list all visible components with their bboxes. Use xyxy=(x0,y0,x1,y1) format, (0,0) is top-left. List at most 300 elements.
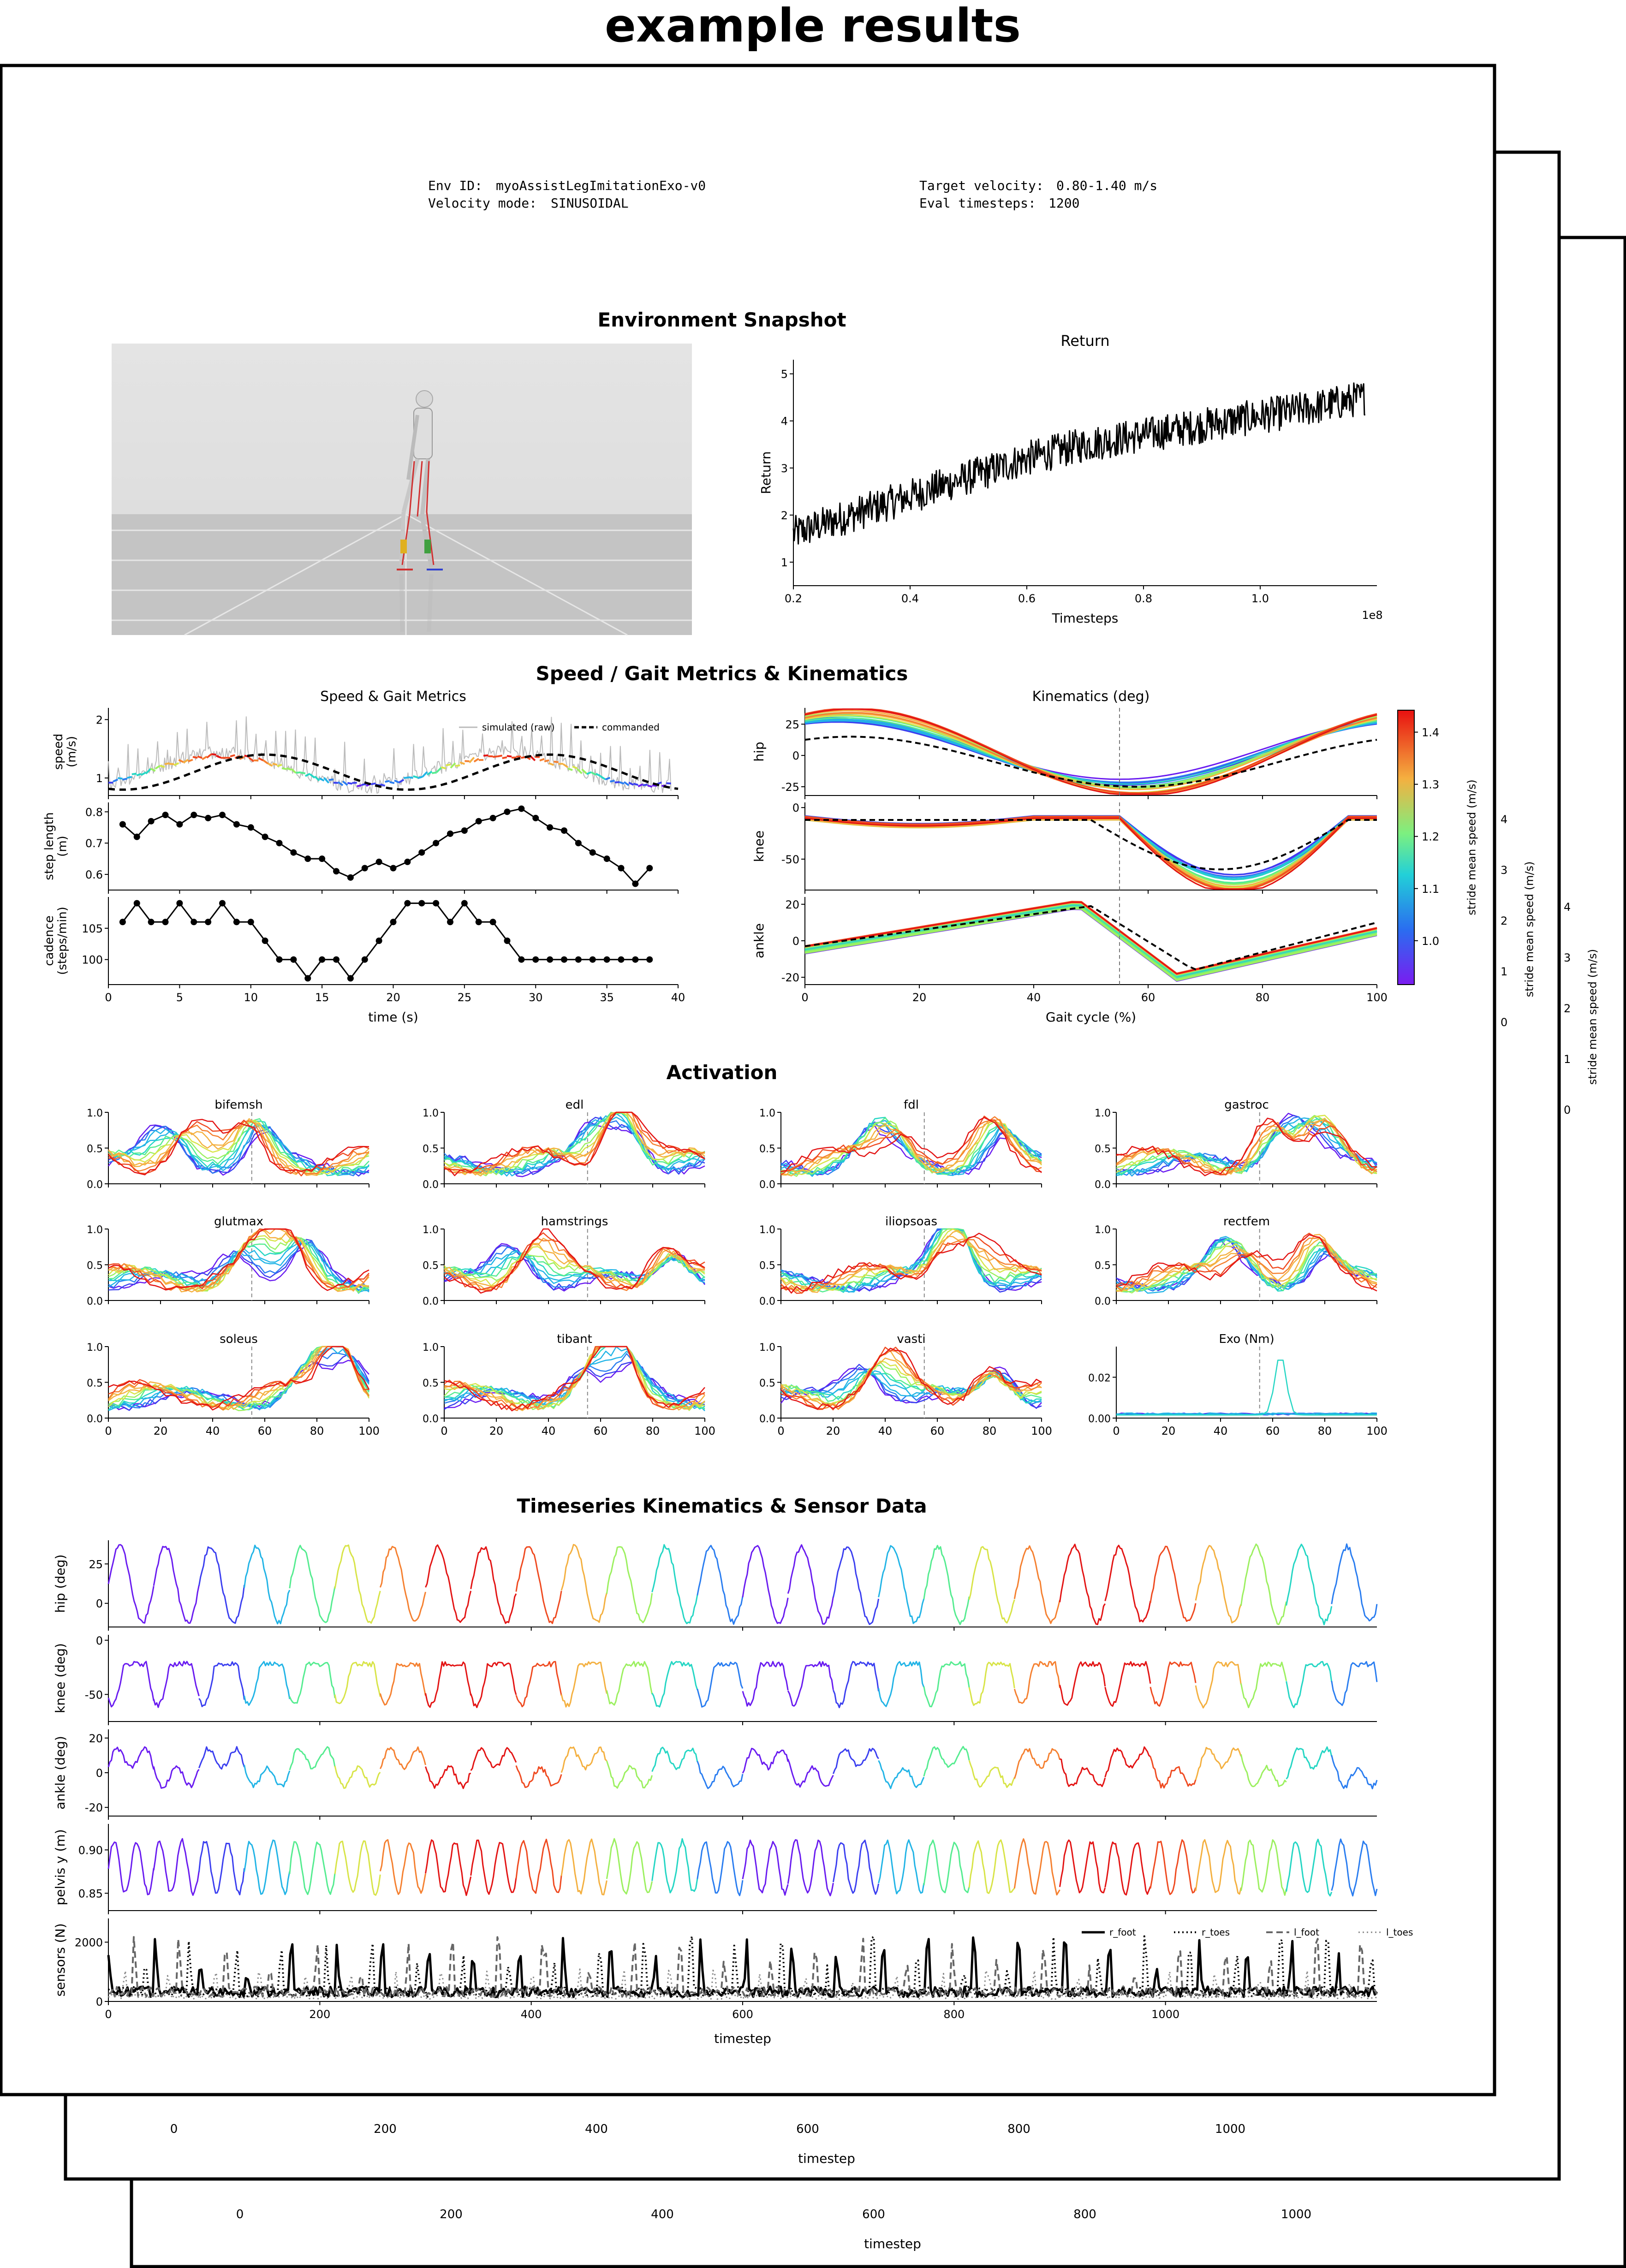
y-axis-label xyxy=(758,451,774,494)
axis-label-line: step length xyxy=(42,812,56,880)
step-length-point xyxy=(518,806,524,812)
axis-label-line: hip (deg) xyxy=(52,1554,68,1613)
x-tick-label: 100 xyxy=(694,1425,715,1437)
speed-segment xyxy=(273,764,277,765)
speed-segment xyxy=(455,765,460,766)
panel-title: rectfem xyxy=(1223,1215,1270,1229)
cadence-point xyxy=(119,919,126,925)
speed-segment xyxy=(329,779,334,780)
x-tick-label: 35 xyxy=(600,991,614,1004)
cadence-point xyxy=(219,900,226,907)
axis-label-line: stride mean speed (m/s) xyxy=(1465,779,1478,915)
y-tick-label: 0.7 xyxy=(85,837,103,850)
y-tick-label: 0.5 xyxy=(423,1377,439,1389)
legend-label: l_foot xyxy=(1294,1927,1319,1938)
cadence-point xyxy=(532,956,539,963)
speed-segment xyxy=(193,757,197,758)
y-tick-label: 100 xyxy=(82,953,103,967)
back-cbar-tick: 3 xyxy=(1501,864,1508,877)
step-length-point xyxy=(176,821,183,828)
back-cbar-tick: 0 xyxy=(1564,1104,1571,1116)
speed-segment xyxy=(446,765,451,766)
speed-segment xyxy=(554,761,558,762)
environment-snapshot-image xyxy=(112,344,692,635)
speed-segment xyxy=(483,755,488,756)
back-x-tick-label: 600 xyxy=(796,2122,819,2136)
back-cbar-tick: 0 xyxy=(1501,1016,1508,1029)
y-tick-label: 0.5 xyxy=(423,1143,439,1155)
x-tick-label: 0 xyxy=(1113,1425,1120,1437)
speed-segment xyxy=(385,781,390,782)
x-tick-label: 0 xyxy=(441,1425,448,1437)
x-tick-label: 40 xyxy=(1213,1425,1228,1437)
x-tick-label: 200 xyxy=(309,2008,331,2021)
cadence-point xyxy=(233,919,240,925)
back-cbar-tick: 2 xyxy=(1501,914,1508,927)
colorbar-tick-label: 1.2 xyxy=(1422,830,1440,843)
x-tick-label: 600 xyxy=(732,2008,753,2021)
speed-segment xyxy=(502,757,507,758)
x-tick-label: 40 xyxy=(541,1425,556,1437)
panel-title: glutmax xyxy=(214,1215,264,1229)
velocity-mode-label: Velocity mode: xyxy=(428,196,537,211)
cadence-point xyxy=(561,956,567,963)
y-tick-label: 0.5 xyxy=(1095,1143,1111,1155)
cadence-point xyxy=(362,956,368,963)
step-length-point xyxy=(362,865,368,872)
x-tick-label: 0 xyxy=(777,1425,785,1437)
y-tick-label: 1.0 xyxy=(759,1108,775,1119)
x-tick-label: 0.6 xyxy=(1018,592,1036,605)
y-tick-label: 1 xyxy=(95,772,103,785)
x-tick-label: 10 xyxy=(244,991,258,1004)
x-tick-label: 0 xyxy=(105,1425,112,1437)
timeseries-y-label xyxy=(53,1555,68,1613)
back-x-tick-label: 1000 xyxy=(1281,2208,1312,2221)
y-tick-label: 0 xyxy=(792,802,799,815)
cadence-point xyxy=(176,900,183,907)
cadence-point xyxy=(205,919,211,925)
x-tick-label: 1000 xyxy=(1151,2008,1180,2021)
y-tick-label: 1.0 xyxy=(423,1108,439,1119)
axis-label-line: speed xyxy=(51,733,66,770)
back-x-tick-label: 0 xyxy=(170,2122,178,2136)
speed-segment xyxy=(633,784,638,785)
speed-segment xyxy=(362,784,366,785)
x-tick-label: 0.4 xyxy=(901,592,919,605)
y-tick-label: 0.0 xyxy=(423,1179,439,1191)
env-id-label: Env ID: xyxy=(428,178,483,193)
step-length-point xyxy=(290,849,297,856)
x-tick-label: 40 xyxy=(205,1425,220,1437)
back-cbar-tick: 1 xyxy=(1501,965,1508,978)
step-length-point xyxy=(461,827,468,834)
cadence-point xyxy=(304,975,311,981)
legend-label: r_toes xyxy=(1202,1927,1230,1938)
cadence-point xyxy=(390,919,397,925)
y-tick-label: 1.0 xyxy=(87,1108,103,1119)
back-cbar-label xyxy=(1523,861,1536,997)
step-length-point xyxy=(547,824,553,831)
x-tick-label: 60 xyxy=(1265,1425,1280,1437)
y-tick-label: 0 xyxy=(792,935,799,948)
step-length-point xyxy=(404,859,411,865)
y-tick-label: 0.8 xyxy=(85,806,103,819)
velocity-mode-value: SINUSOIDAL xyxy=(551,196,629,211)
y-tick-label: 0.5 xyxy=(1095,1260,1111,1272)
x-tick-label: 20 xyxy=(386,991,400,1004)
y-tick-label: 0.0 xyxy=(1095,1179,1111,1191)
y-tick-label: 1.0 xyxy=(87,1224,103,1236)
cadence-y-label xyxy=(42,907,70,975)
cadence-point xyxy=(404,900,411,907)
y-tick-label: 0 xyxy=(95,1597,103,1610)
speed-segment xyxy=(122,779,127,780)
cadence-point xyxy=(248,919,254,925)
y-tick-label: 0.85 xyxy=(78,1887,103,1900)
x-tick-label: 100 xyxy=(1366,1425,1388,1437)
y-tick-label: 1 xyxy=(780,556,788,569)
x-tick-label: 30 xyxy=(528,991,543,1004)
cadence-point xyxy=(290,956,297,963)
x-tick-label: 80 xyxy=(645,1425,660,1437)
y-tick-label: 0 xyxy=(95,1995,103,2008)
y-tick-label: 0.0 xyxy=(87,1296,103,1307)
cadence-point xyxy=(134,900,140,907)
back-x-tick-label: 1000 xyxy=(1215,2122,1246,2136)
y-tick-label: 0.0 xyxy=(423,1296,439,1307)
target-velocity-label: Target velocity: xyxy=(919,178,1044,193)
cadence-point xyxy=(490,919,496,925)
speed-segment xyxy=(666,783,671,784)
y-tick-label: 0 xyxy=(792,749,799,763)
x-offset-label: 1e8 xyxy=(1362,609,1383,622)
y-tick-label: 1.0 xyxy=(87,1342,103,1354)
speed-segment xyxy=(544,760,549,761)
x-tick-label: 40 xyxy=(878,1425,893,1437)
x-axis-label: Timesteps xyxy=(1052,611,1119,626)
y-tick-label: 0.0 xyxy=(759,1179,775,1191)
axis-label-line: (m/s) xyxy=(65,736,79,767)
x-tick-label: 25 xyxy=(457,991,472,1004)
x-tick-label: 40 xyxy=(671,991,685,1004)
x-tick-label: 80 xyxy=(310,1425,324,1437)
axis-label-line: sensors (N) xyxy=(52,1923,68,1997)
y-tick-label: 1.0 xyxy=(759,1342,775,1354)
cadence-point xyxy=(646,956,653,963)
x-axis-label: Gait cycle (%) xyxy=(1045,1009,1137,1025)
eval-timesteps-value: 1200 xyxy=(1048,196,1080,211)
step-length-point xyxy=(646,865,653,872)
x-tick-label: 20 xyxy=(489,1425,504,1437)
y-tick-label: 0.02 xyxy=(1088,1372,1111,1384)
speed-segment xyxy=(301,772,305,773)
step-length-point xyxy=(618,865,625,872)
step-length-point xyxy=(319,855,325,862)
step-length-point xyxy=(532,815,539,821)
y-tick-label: 5 xyxy=(780,368,788,381)
y-tick-label: -25 xyxy=(781,781,799,794)
x-tick-label: 100 xyxy=(358,1425,380,1437)
cadence-point xyxy=(418,900,425,907)
step-length-point xyxy=(590,849,596,856)
step-length-point xyxy=(390,865,397,872)
cadence-point xyxy=(191,919,197,925)
y-tick-label: 0.6 xyxy=(85,868,103,882)
x-tick-label: 20 xyxy=(153,1425,168,1437)
x-axis-label: time (s) xyxy=(368,1009,418,1025)
axis-label-line: (steps/min) xyxy=(55,907,70,975)
back-x-tick-label: 200 xyxy=(374,2122,397,2136)
x-tick-label: 0 xyxy=(801,991,809,1004)
speed-segment xyxy=(230,755,235,756)
speed-segment xyxy=(296,772,301,773)
step-length-point xyxy=(119,821,126,828)
step-length-point xyxy=(604,855,610,862)
cadence-point xyxy=(148,919,155,925)
y-tick-label: 0.0 xyxy=(87,1413,103,1425)
step-length-point xyxy=(233,821,240,828)
back-x-tick-label: 400 xyxy=(651,2208,674,2221)
y-tick-label: 25 xyxy=(785,718,799,731)
speed-segment xyxy=(615,782,619,783)
x-tick-label: 0.2 xyxy=(784,592,803,605)
speed-y-label xyxy=(52,734,79,770)
y-tick-label: 2 xyxy=(780,509,788,522)
x-tick-label: 0 xyxy=(105,2008,112,2021)
panel-title: gastroc xyxy=(1224,1098,1269,1112)
y-tick-label: 1.0 xyxy=(1095,1108,1111,1119)
step-length-point xyxy=(262,834,268,840)
y-tick-label: 0.0 xyxy=(1095,1296,1111,1307)
speed-segment xyxy=(347,783,352,784)
panel-title: soleus xyxy=(220,1332,258,1346)
y-tick-label: 0.5 xyxy=(87,1260,103,1272)
step-length-point xyxy=(304,855,311,862)
x-tick-label: 80 xyxy=(982,1425,997,1437)
cadence-point xyxy=(504,938,511,944)
speed-segment xyxy=(648,785,652,787)
x-axis-label: timestep xyxy=(714,2031,771,2046)
y-tick-label: 1.0 xyxy=(423,1224,439,1236)
speed-segment xyxy=(357,785,362,786)
y-tick-label: 0.0 xyxy=(87,1179,103,1191)
axis-label-line: cadence xyxy=(42,915,56,966)
speed-segment xyxy=(127,777,132,778)
chart-title: Return xyxy=(1060,332,1110,350)
back-cbar-tick: 2 xyxy=(1564,1002,1571,1015)
speed-segment xyxy=(390,782,394,783)
y-tick-label: 1.0 xyxy=(1095,1224,1111,1236)
y-tick-label: 1.0 xyxy=(759,1224,775,1236)
x-tick-label: 40 xyxy=(1026,991,1041,1004)
panel-title: vasti xyxy=(897,1332,926,1346)
x-tick-label: 80 xyxy=(1255,991,1270,1004)
x-tick-label: 60 xyxy=(930,1425,945,1437)
back-cbar-label xyxy=(1586,949,1599,1085)
cadence-point xyxy=(433,900,439,907)
y-tick-label: 0.0 xyxy=(759,1413,775,1425)
back-x-tick-label: 800 xyxy=(1007,2122,1030,2136)
step-length-point xyxy=(575,840,582,846)
env-id-value: myoAssistLegImitationExo-v0 xyxy=(496,178,706,193)
step-length-point xyxy=(248,824,254,831)
section-title-env: Environment Snapshot xyxy=(597,309,846,331)
y-tick-label: 1.0 xyxy=(423,1342,439,1354)
axis-label-line: knee xyxy=(751,830,767,862)
y-tick-label: 0.5 xyxy=(759,1260,775,1272)
axis-label-line: hip xyxy=(751,742,767,762)
step-length-point xyxy=(561,827,567,834)
chart-title: Kinematics (deg) xyxy=(1032,689,1150,705)
x-tick-label: 20 xyxy=(826,1425,840,1437)
back-cbar-tick: 4 xyxy=(1501,813,1508,826)
chart-title: Speed & Gait Metrics xyxy=(320,689,466,705)
step-length-point xyxy=(148,818,155,825)
y-tick-label: -20 xyxy=(84,1801,103,1815)
panel-title: edl xyxy=(565,1098,584,1112)
x-tick-label: 60 xyxy=(593,1425,608,1437)
step-length-point xyxy=(333,868,339,874)
section-title-activation: Activation xyxy=(666,1061,778,1084)
back-x-label: timestep xyxy=(798,2151,855,2166)
cadence-point xyxy=(376,938,382,944)
cadence-point xyxy=(590,956,596,963)
cadence-point xyxy=(632,956,638,963)
axis-label-line: (m) xyxy=(55,836,70,857)
y-tick-label: 0 xyxy=(95,1767,103,1780)
axis-label-line: ankle xyxy=(751,923,767,959)
panel-title: hamstrings xyxy=(541,1215,608,1229)
cadence-point xyxy=(162,919,169,925)
y-tick-label: 105 xyxy=(82,922,103,935)
axis-label-line: Return xyxy=(758,451,774,494)
cadence-point xyxy=(476,919,482,925)
axis-label-line: pelvis y (m) xyxy=(52,1829,68,1906)
back-cbar-tick: 3 xyxy=(1564,951,1571,964)
y-tick-label: 2 xyxy=(95,713,103,727)
kinematics-y-label xyxy=(751,742,767,761)
step-length-point xyxy=(162,812,169,818)
x-tick-label: 20 xyxy=(912,991,927,1004)
y-tick-label: -50 xyxy=(781,853,799,866)
y-tick-label: 0 xyxy=(95,1634,103,1647)
legend-label: r_foot xyxy=(1109,1927,1136,1938)
colorbar-label xyxy=(1465,779,1478,915)
cadence-point xyxy=(319,956,325,963)
y-tick-label: 0.0 xyxy=(423,1413,439,1425)
y-tick-label: 0.90 xyxy=(78,1844,103,1857)
y-tick-label: 20 xyxy=(785,898,799,911)
y-tick-label: -20 xyxy=(781,971,799,985)
step-length-point xyxy=(418,849,425,856)
step-length-point xyxy=(205,815,211,821)
step-length-point xyxy=(447,831,453,837)
cadence-point xyxy=(518,956,524,963)
x-tick-label: 15 xyxy=(315,991,329,1004)
cadence-point xyxy=(547,956,553,963)
step-length-point xyxy=(191,812,197,818)
y-tick-label: 0.5 xyxy=(423,1260,439,1272)
legend-label: l_toes xyxy=(1386,1927,1413,1938)
step-length-point xyxy=(490,815,496,821)
step-length-point xyxy=(347,874,354,881)
colorbar-tick-label: 1.0 xyxy=(1422,934,1440,948)
y-tick-label: 0.5 xyxy=(87,1143,103,1155)
colorbar-tick-label: 1.3 xyxy=(1422,778,1440,791)
y-tick-label: 0.5 xyxy=(759,1377,775,1389)
back-x-tick-label: 200 xyxy=(440,2208,463,2221)
y-tick-label: -50 xyxy=(84,1688,103,1702)
x-tick-label: 80 xyxy=(1317,1425,1332,1437)
speed-segment xyxy=(610,781,614,782)
x-tick-label: 0 xyxy=(105,991,112,1004)
step-length-point xyxy=(476,818,482,825)
x-tick-label: 0.8 xyxy=(1134,592,1153,605)
panel-title: Exo (Nm) xyxy=(1219,1332,1275,1346)
x-tick-label: 60 xyxy=(257,1425,272,1437)
legend-cmd-label: commanded xyxy=(602,722,660,733)
cadence-point xyxy=(347,975,354,981)
panel-title: iliopsoas xyxy=(885,1215,938,1229)
step-length-point xyxy=(504,808,511,815)
colorbar xyxy=(1398,710,1414,985)
y-tick-label: 3 xyxy=(780,462,788,475)
timeseries-y-label xyxy=(53,1736,68,1810)
back-x-tick-label: 0 xyxy=(236,2208,244,2221)
y-tick-label: 20 xyxy=(89,1732,103,1745)
step-length-point xyxy=(219,812,226,818)
back-cbar-tick: 4 xyxy=(1564,901,1571,914)
colorbar-tick-label: 1.4 xyxy=(1422,726,1440,739)
page-title: example results xyxy=(605,0,1021,53)
x-tick-label: 1.0 xyxy=(1251,592,1269,605)
timeseries-y-label xyxy=(53,1643,68,1713)
x-tick-label: 800 xyxy=(943,2008,965,2021)
legend-raw-label: simulated (raw) xyxy=(482,722,555,733)
target-velocity-value: 0.80-1.40 m/s xyxy=(1056,178,1158,193)
speed-segment xyxy=(165,763,169,764)
x-tick-label: 400 xyxy=(520,2008,542,2021)
back-x-tick-label: 400 xyxy=(585,2122,608,2136)
speed-segment xyxy=(643,784,648,785)
speed-segment xyxy=(493,756,497,757)
y-tick-label: 25 xyxy=(89,1558,103,1571)
cadence-point xyxy=(333,956,339,963)
section-title-timeseries: Timeseries Kinematics & Sensor Data xyxy=(517,1495,927,1517)
step-length-point xyxy=(276,840,283,846)
step-length-point xyxy=(632,880,638,887)
step-length-point xyxy=(376,859,382,865)
cadence-point xyxy=(575,956,582,963)
x-tick-label: 20 xyxy=(1161,1425,1176,1437)
y-tick-label: 0.5 xyxy=(87,1377,103,1389)
cadence-point xyxy=(276,956,283,963)
kinematics-y-label xyxy=(751,831,767,862)
x-tick-label: 60 xyxy=(1141,991,1155,1004)
axis-label-line: stride mean speed (m/s) xyxy=(1586,949,1599,1085)
speed-segment xyxy=(432,772,436,773)
axis-label-line: ankle (deg) xyxy=(52,1736,68,1810)
back-x-tick-label: 800 xyxy=(1073,2208,1096,2221)
back-x-label: timestep xyxy=(864,2236,921,2251)
back-x-tick-label: 600 xyxy=(862,2208,885,2221)
back-cbar-tick: 1 xyxy=(1564,1053,1571,1066)
cadence-point xyxy=(604,956,610,963)
section-title-speed: Speed / Gait Metrics & Kinematics xyxy=(536,662,908,685)
y-tick-label: 2000 xyxy=(74,1936,103,1949)
speed-segment xyxy=(498,755,502,756)
